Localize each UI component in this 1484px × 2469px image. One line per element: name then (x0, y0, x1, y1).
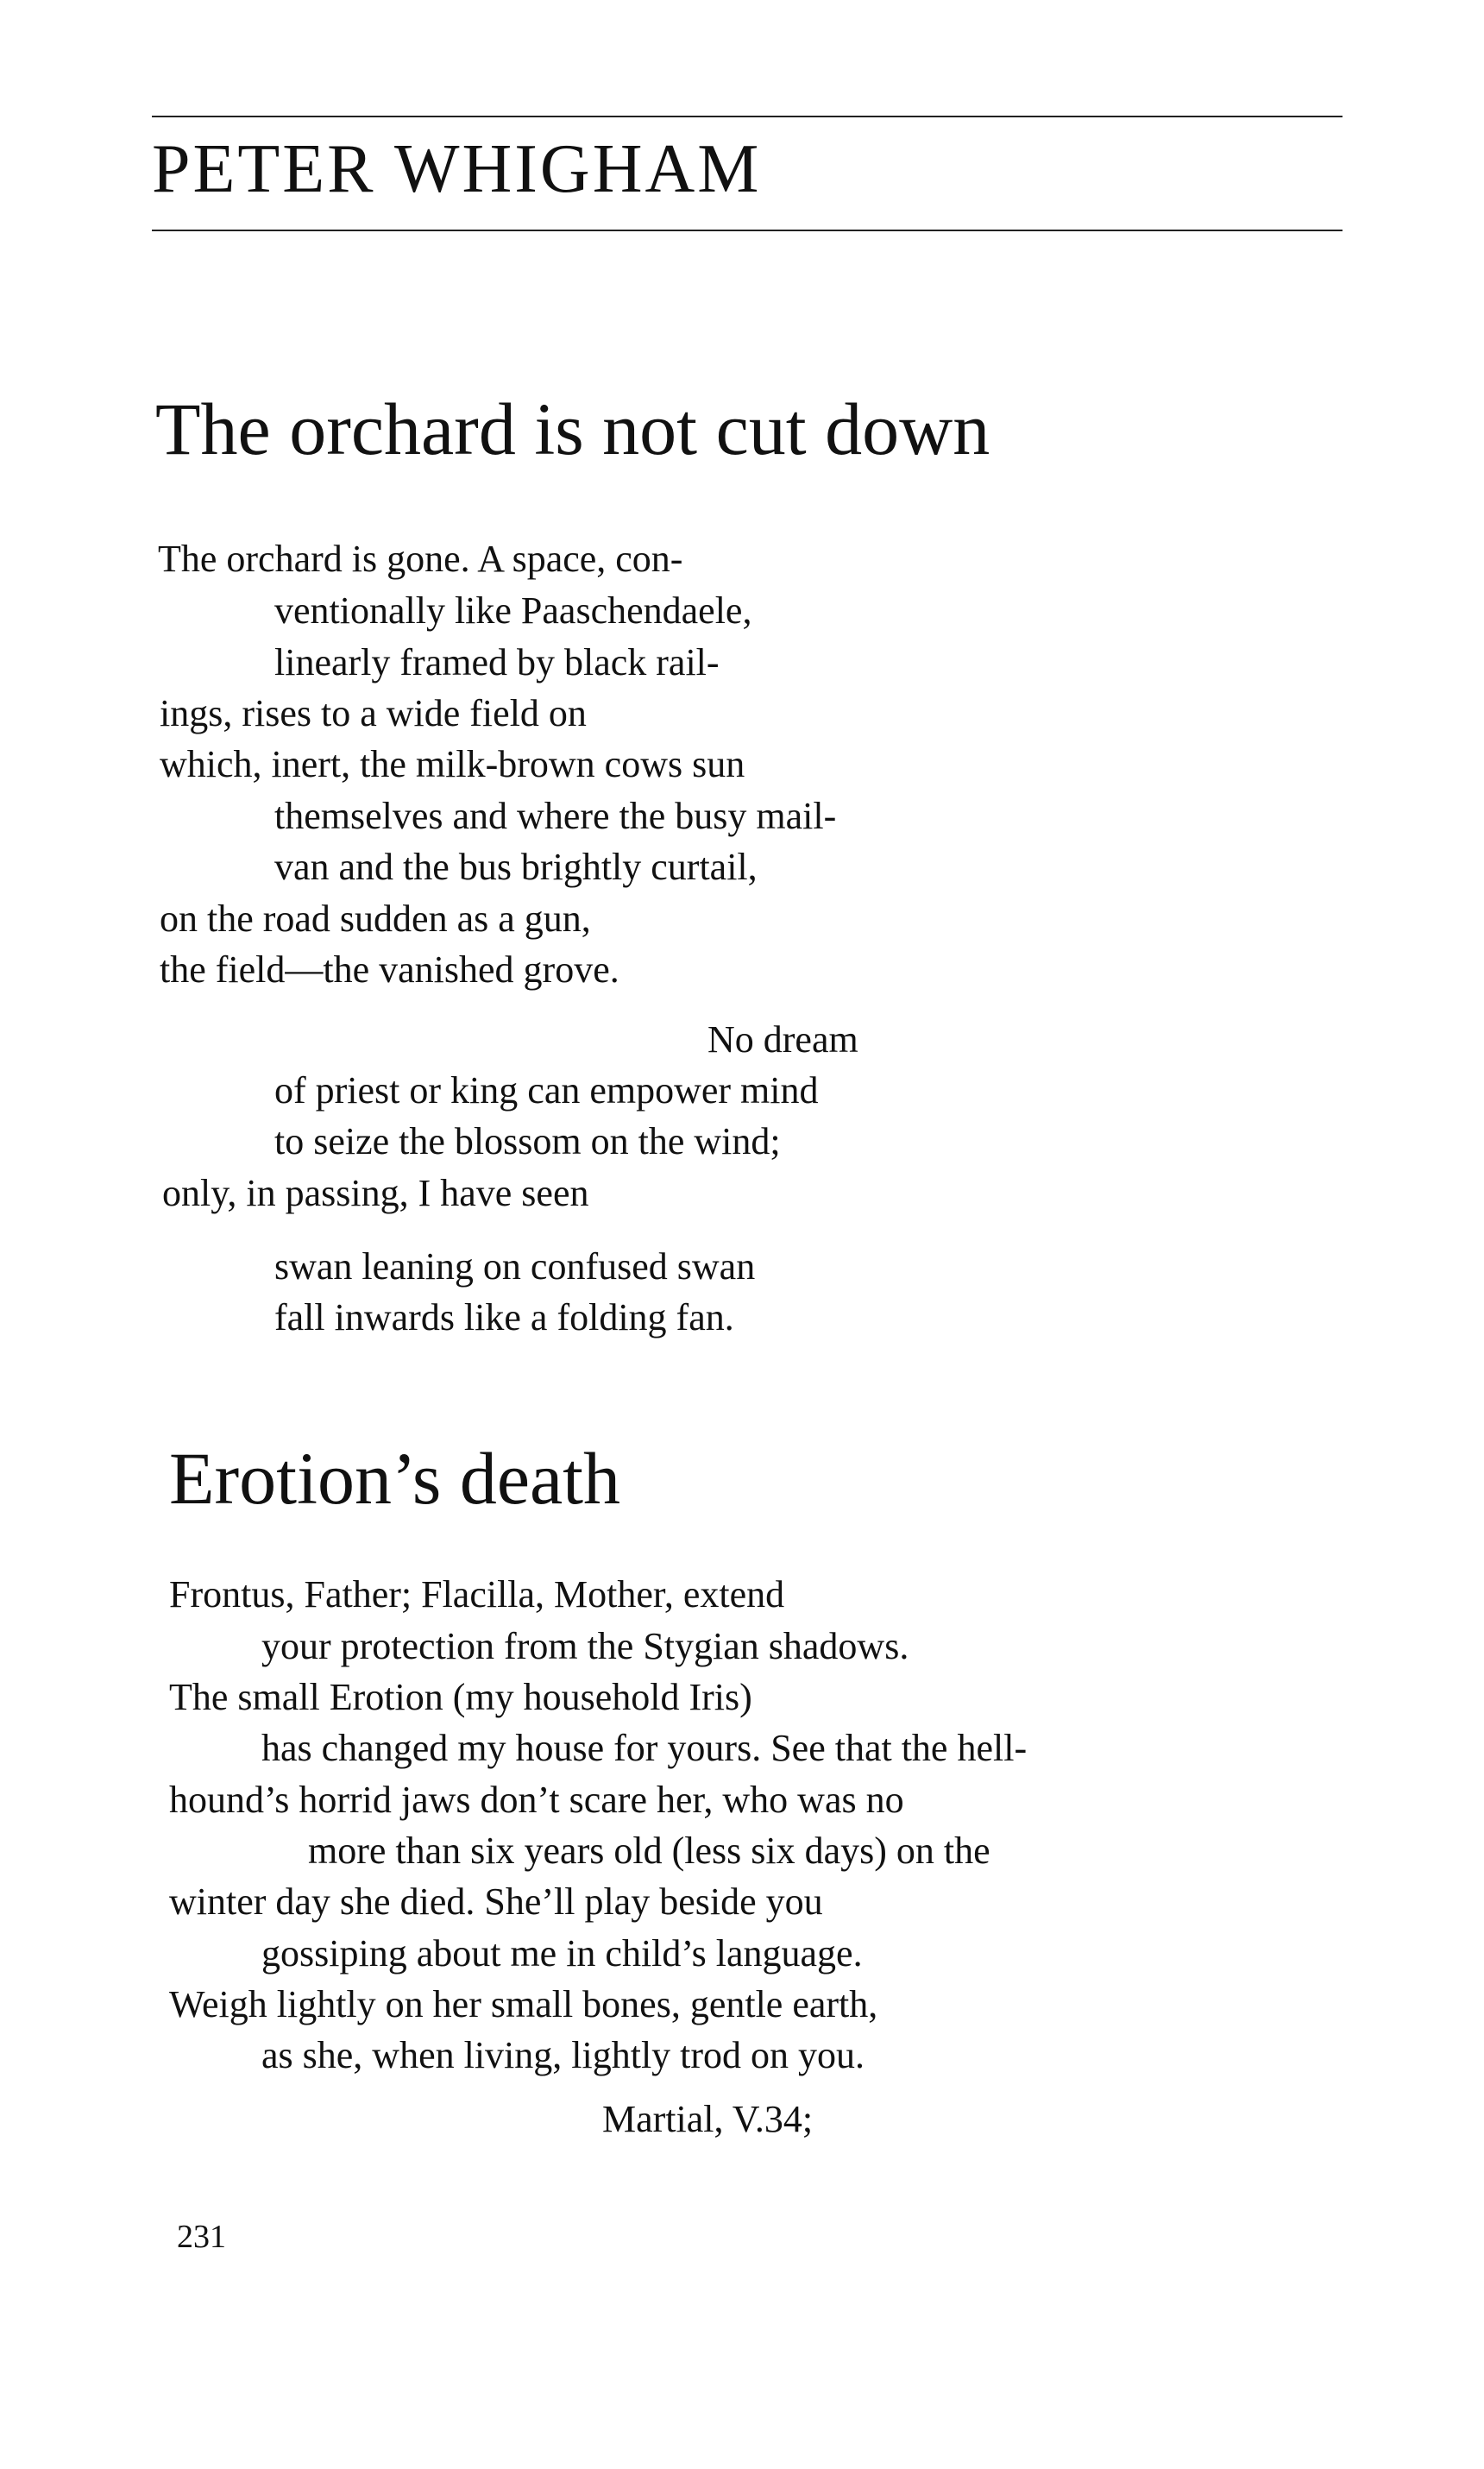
poem-line: The small Erotion (my household Iris) (169, 1676, 752, 1718)
poem-line: linearly framed by black rail- (274, 641, 720, 683)
poem-line: hound’s horrid jaws don’t scare her, who was no (169, 1779, 904, 1821)
poem-line: more than six years old (less six days) on the (308, 1830, 990, 1872)
poem-line: which, inert, the milk-brown cows sun (160, 743, 745, 785)
poem-line: van and the bus brightly curtail, (274, 846, 758, 888)
poem-line: swan leaning on confused swan (274, 1245, 756, 1288)
poem-attribution: Martial, V.34; (602, 2098, 814, 2140)
poem-line: of priest or king can empower mind (274, 1069, 819, 1112)
author-heading: PETER WHIGHAM (152, 131, 762, 207)
header-rule-bottom (152, 230, 1343, 231)
poem-line: the field—the vanished grove. (160, 948, 619, 991)
poem-line: winter day she died. She’ll play beside you (169, 1880, 823, 1923)
poem-line: your protection from the Stygian shadows. (261, 1625, 909, 1667)
poem-title: The orchard is not cut down (155, 387, 990, 470)
poem-line: to seize the blossom on the wind; (274, 1120, 781, 1162)
poem-line: has changed my house for yours. See that the hell- (261, 1727, 1028, 1769)
poem-line: gossiping about me in child’s language. (261, 1932, 863, 1975)
poem-line: No dream (707, 1018, 858, 1061)
poem-line: as she, when living, lightly trod on you. (261, 2034, 865, 2076)
header-rule-top (152, 116, 1343, 117)
poem-line: ventionally like Paaschendaele, (274, 589, 752, 632)
poem-line: on the road sudden as a gun, (160, 898, 591, 940)
poem-line: Weigh lightly on her small bones, gentle earth, (169, 1983, 878, 2025)
poem-line: themselves and where the busy mail- (274, 795, 837, 837)
page-number: 231 (177, 2219, 226, 2255)
poem-line: fall inwards like a folding fan. (274, 1296, 734, 1338)
poem-title: Erotion’s death (169, 1437, 621, 1520)
poem-line: ings, rises to a wide field on (160, 692, 587, 734)
poem-line: Frontus, Father; Flacilla, Mother, extend (169, 1573, 785, 1616)
poem-line: The orchard is gone. A space, con- (158, 538, 683, 580)
poem-line: only, in passing, I have seen (162, 1172, 589, 1214)
